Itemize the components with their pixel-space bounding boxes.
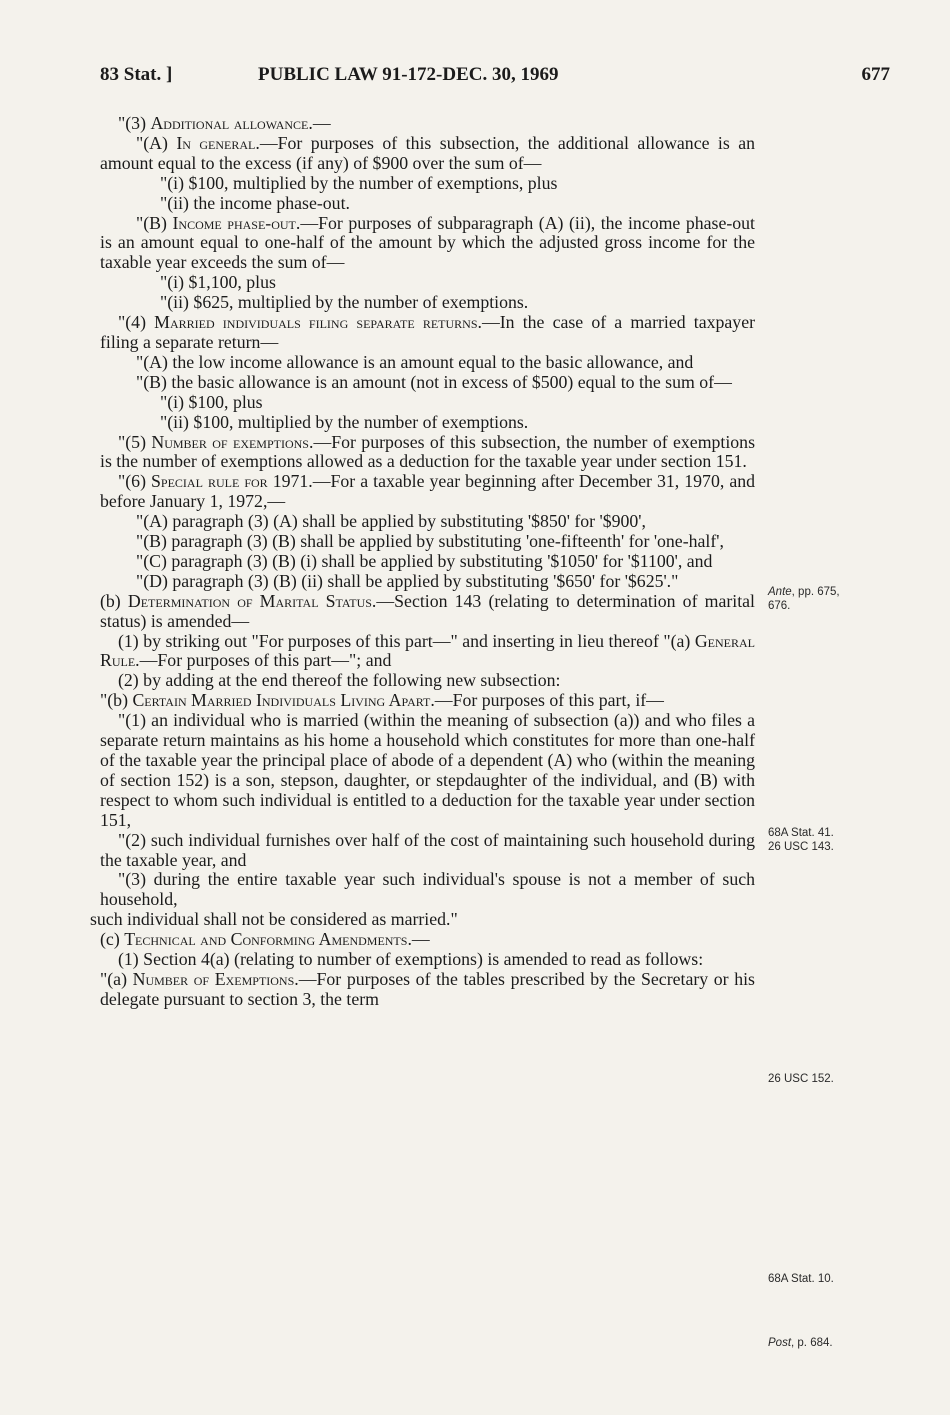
paragraph: (1) Section 4(a) (relating to number of exemptions) is amended to read as follows: bbox=[118, 949, 704, 970]
paragraph: "(B) Income phase-out.—For purposes of subparagraph (A) (ii), the income phase-out is an amount equal to one-half of the amount by which the adjusted gross income for the taxable year exceeds the sum of— bbox=[100, 212, 755, 273]
statute-text bbox=[90, 113, 756, 1010]
paragraph: "(b) Certain Married Individuals Living Apart.—For purposes of this part, if— bbox=[100, 690, 664, 711]
paragraph: "(5) Number of exemptions.—For purposes of this subsection, the number of exemptions is the number of exemptions allowed as a deduction for the taxable year under section 151. bbox=[100, 431, 755, 472]
paragraph: (1) by striking out "For purposes of this part—" and inserting in lieu thereof "(a) General Rule.—For purposes of this part—"; and bbox=[100, 630, 755, 671]
statute-volume: 83 Stat. ] bbox=[100, 64, 173, 85]
heading-small-caps: Special rule for 1971. bbox=[151, 471, 313, 492]
paragraph: "(D) paragraph (3) (B) (ii) shall be applied by substituting '$650' for '$625'." bbox=[136, 570, 679, 591]
paragraph: "(A) paragraph (3) (A) shall be applied by substituting '$850' for '$900', bbox=[136, 511, 646, 532]
paragraph: "(6) Special rule for 1971.—For a taxable year beginning after December 31, 1970, and before January 1, 1972,— bbox=[100, 471, 755, 512]
heading-small-caps: Income phase-out. bbox=[172, 212, 301, 233]
running-header bbox=[100, 64, 890, 94]
law-citation: PUBLIC LAW 91-172-DEC. 30, 1969 bbox=[258, 64, 559, 85]
paragraph: (2) by adding at the end thereof the following new subsection: bbox=[118, 670, 561, 691]
paragraph: "(a) Number of Exemptions.—For purposes of the tables prescribed by the Secretary or his delegate pursuant to section 3, the term bbox=[100, 968, 755, 1009]
paragraph: "(4) Married individuals filing separate returns.—In the case of a married taxpayer filing a separate return— bbox=[100, 312, 756, 352]
heading-small-caps: Additional allowance. bbox=[150, 113, 313, 133]
paragraph: "(i) $100, multiplied by the number of exemptions, plus bbox=[160, 172, 558, 193]
paragraph: "(1) an individual who is married (within the meaning of subsection (a)) and who files a separate return maintains as his home a household which constitutes for more than one-half of the taxable year the principal place of abode of a dependent (A) who (within the meaning of section 152) is a son, stepson, daughter, or stepdaughter of the individual, and (B) with respect to whom such individual is entitled to a deduction for the taxable year under section 151, bbox=[100, 710, 755, 830]
paragraph: "(B) paragraph (3) (B) shall be applied by substituting 'one-fifteenth' for 'one-half', bbox=[136, 531, 724, 552]
heading-small-caps: Determination of Marital Status. bbox=[127, 590, 377, 611]
paragraph: "(ii) $625, multiplied by the number of exemptions. bbox=[160, 292, 529, 313]
heading-small-caps: Certain Married Individuals Living Apart. bbox=[132, 690, 435, 711]
margin-citation: 68A Stat. 10. bbox=[768, 1273, 834, 1285]
heading-small-caps: Number of exemptions. bbox=[151, 431, 314, 452]
paragraph: "(B) the basic allowance is an amount (not in excess of $500) equal to the sum of— bbox=[136, 371, 732, 392]
paragraph: "(i) $1,100, plus bbox=[160, 272, 276, 293]
margin-citation: 68A Stat. 41. 26 USC 143. bbox=[768, 827, 834, 853]
heading-small-caps: Married individuals filing separate returns. bbox=[154, 312, 482, 333]
heading-small-caps: Technical and Conforming Amendments. bbox=[124, 929, 412, 950]
heading-small-caps: Number of Exemptions. bbox=[132, 968, 299, 989]
margin-citation: Ante, pp. 675, 676. bbox=[768, 586, 840, 612]
paragraph: "(C) paragraph (3) (B) (i) shall be applied by substituting '$1050' for '$1100', and bbox=[136, 550, 713, 571]
paragraph: (b) Determination of Marital Status.—Section 143 (relating to determination of marital status) is amended— bbox=[100, 590, 755, 631]
paragraph: "(A) the low income allowance is an amount equal to the basic allowance, and bbox=[136, 351, 694, 372]
paragraph: such individual shall not be considered as married." bbox=[90, 909, 458, 930]
paragraph: "(3) Additional allowance.— bbox=[118, 113, 331, 133]
page-number: 677 bbox=[861, 64, 890, 85]
paragraph: "(ii) $100, multiplied by the number of exemptions. bbox=[160, 411, 529, 432]
margin-citation: 26 USC 152. bbox=[768, 1073, 834, 1085]
paragraph: "(i) $100, plus bbox=[160, 391, 263, 412]
heading-small-caps: General Rule. bbox=[100, 630, 755, 671]
paragraph: "(2) such individual furnishes over half of the cost of maintaining such household during the taxable year, and bbox=[100, 829, 755, 870]
paragraph: "(ii) the income phase-out. bbox=[160, 192, 350, 213]
paragraph: "(A) In general.—For purposes of this subsection, the additional allowance is an amount equal to the excess (if any) of $900 over the sum of— bbox=[100, 132, 755, 173]
heading-small-caps: In general. bbox=[176, 132, 260, 153]
paragraph: "(3) during the entire taxable year such individual's spouse is not a member of such household, bbox=[100, 869, 755, 910]
margin-citation: Post, p. 684. bbox=[768, 1337, 833, 1349]
paragraph: (c) Technical and Conforming Amendments.— bbox=[100, 929, 430, 950]
